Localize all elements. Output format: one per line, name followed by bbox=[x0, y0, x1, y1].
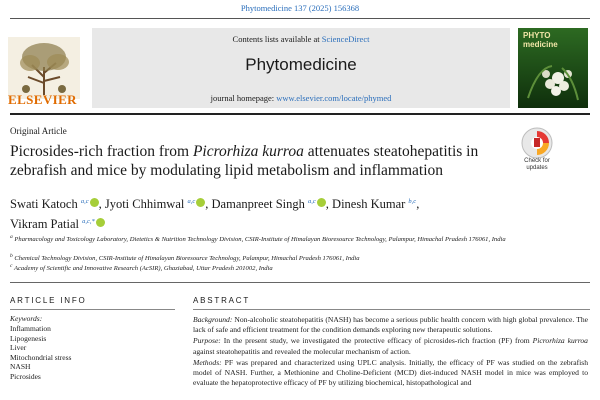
article-info-heading: ARTICLE INFO bbox=[10, 296, 87, 305]
abstract-body bbox=[193, 315, 588, 389]
article-info-rule bbox=[10, 309, 175, 310]
journal-reference[interactable]: Phytomedicine 137 (2025) 156368 bbox=[240, 3, 360, 13]
purpose-text-1: In the present study, we investigated the protective efficacy of picrosides-rich fraction (PF) from bbox=[220, 336, 533, 346]
cover-title bbox=[523, 31, 558, 49]
author-name: Dinesh Kumar bbox=[332, 197, 406, 212]
abstract-heading: ABSTRACT bbox=[193, 296, 251, 305]
keyword-list bbox=[10, 324, 71, 381]
title-part-2: attenuates steatohepatitis in zebrafish and mice by modulating lipid metabolism and inflammation bbox=[10, 143, 479, 179]
affiliation-item bbox=[10, 262, 570, 273]
author-affiliation-marks[interactable]: a,c,* bbox=[82, 218, 95, 226]
author-item[interactable]: Swati Katoch $^{a,c}$ , bbox=[10, 197, 102, 212]
author-item[interactable]: Jyoti Chhimwal $^{a,c}$ , bbox=[104, 197, 209, 212]
contents-line bbox=[92, 34, 510, 44]
affiliation-item bbox=[10, 233, 570, 244]
author-affiliation-marks[interactable]: a,c bbox=[187, 198, 196, 205]
homepage-line bbox=[92, 93, 510, 103]
check-label-line-2: updates bbox=[526, 165, 548, 171]
author-affiliation-marks[interactable]: a,c bbox=[308, 198, 316, 205]
check-label-line-1: Check for bbox=[524, 158, 550, 164]
affiliation-mark: c bbox=[10, 263, 13, 269]
purpose-label: Purpose: bbox=[193, 336, 221, 346]
homepage-prefix: journal homepage: bbox=[210, 93, 277, 103]
keyword: Liver bbox=[10, 343, 27, 352]
orcid-icon[interactable] bbox=[317, 198, 326, 207]
purpose-text-2: against steatohepatitis and revealed the molecular mechanism of action. bbox=[193, 346, 411, 356]
contents-prefix: Contents lists available at bbox=[232, 34, 322, 44]
orcid-icon[interactable] bbox=[90, 198, 99, 207]
affiliation-mark: b bbox=[10, 253, 13, 259]
author-name: Swati Katoch bbox=[10, 197, 78, 212]
keyword: Picrosides bbox=[10, 371, 41, 381]
cover-title-line-1: PHYTO bbox=[523, 31, 551, 40]
keywords-title: Keywords: bbox=[10, 314, 43, 323]
keyword: NASH bbox=[10, 362, 31, 371]
methods-text: PF was prepared and characterized using UPLC analysis. Initially, the efficacy of PF was studied on the zebrafish model of NASH. Further, a Methionine and Choline-Deficient (MCD) diet-induced NASH model in mice was employed to evaluate the hepatoprotective efficacy of PF by utilizing biochemical, histopathological and bbox=[193, 357, 588, 388]
author-item[interactable]: Dinesh Kumar $^{b,c}$, bbox=[332, 197, 420, 212]
abstract-background bbox=[193, 315, 588, 335]
abstract-purpose bbox=[193, 336, 588, 356]
purpose-species: Picrorhiza kurroa bbox=[532, 336, 588, 346]
author-name: Jyoti Chhimwal bbox=[104, 197, 185, 212]
author-item[interactable]: Damanpreet Singh $^{a,c}$ , bbox=[211, 197, 329, 212]
publisher-name: ELSEVIER bbox=[8, 92, 77, 107]
header-divider bbox=[10, 113, 590, 115]
title-part-1: Picrosides-rich fraction from bbox=[10, 143, 193, 160]
check-for-updates-icon[interactable] bbox=[520, 126, 554, 160]
journal-title: Phytomedicine bbox=[245, 55, 357, 74]
author-name: Vikram Patial bbox=[10, 217, 80, 232]
section-divider bbox=[10, 282, 590, 283]
cover-title-line-2: medicine bbox=[523, 40, 558, 49]
author-item[interactable] bbox=[10, 217, 105, 231]
homepage-link[interactable]: www.elsevier.com/locate/phymed bbox=[276, 93, 392, 103]
affiliation-text: Pharmacology and Toxicology Laboratory, Dietetics & Nutrition Technology Division, CSIR-Institute of Himalayan Bioresource Technology, Palampur, Himachal Pradesh 176061, India bbox=[12, 236, 506, 244]
methods-label: Methods: bbox=[193, 357, 222, 367]
abstract-methods bbox=[193, 358, 588, 389]
abstract-rule bbox=[193, 309, 590, 310]
keyword: Mitochondrial stress bbox=[10, 352, 72, 362]
affiliation-text: Academy of Scientific and Innovative Research (AcSIR), Ghaziabad, Uttar Pradesh 201002, India bbox=[12, 265, 273, 273]
keyword: Lipogenesis bbox=[10, 333, 47, 343]
orcid-icon[interactable] bbox=[96, 218, 105, 227]
affiliation-text: Chemical Technology Division, CSIR-Institute of Himalayan Bioresource Technology, Palampur, Himachal Pradesh 176061, India bbox=[12, 255, 360, 263]
orcid-icon[interactable] bbox=[196, 198, 205, 207]
article-title bbox=[10, 142, 515, 180]
author-affiliation-marks[interactable]: a,c bbox=[80, 198, 89, 205]
check-for-updates-label[interactable] bbox=[514, 158, 560, 172]
author-name: Damanpreet Singh bbox=[211, 197, 305, 212]
background-label: Background: bbox=[193, 315, 233, 324]
background-text: Non-alcoholic steatohepatitis (NASH) has become a serious public health concern with high global prevalence. The lack of safe and efficient treatment for the condition demands exploring new therapeutic solutions. bbox=[193, 315, 588, 335]
article-type: Original Article bbox=[10, 126, 67, 136]
top-divider bbox=[10, 18, 590, 19]
author-list bbox=[10, 193, 570, 233]
author-affiliation-marks[interactable]: b,c bbox=[408, 198, 417, 205]
sciencedirect-link[interactable]: ScienceDirect bbox=[321, 34, 370, 44]
keyword: Inflammation bbox=[10, 324, 51, 333]
title-species: Picrorhiza kurroa bbox=[192, 143, 304, 160]
affiliation-mark: a bbox=[10, 234, 13, 240]
